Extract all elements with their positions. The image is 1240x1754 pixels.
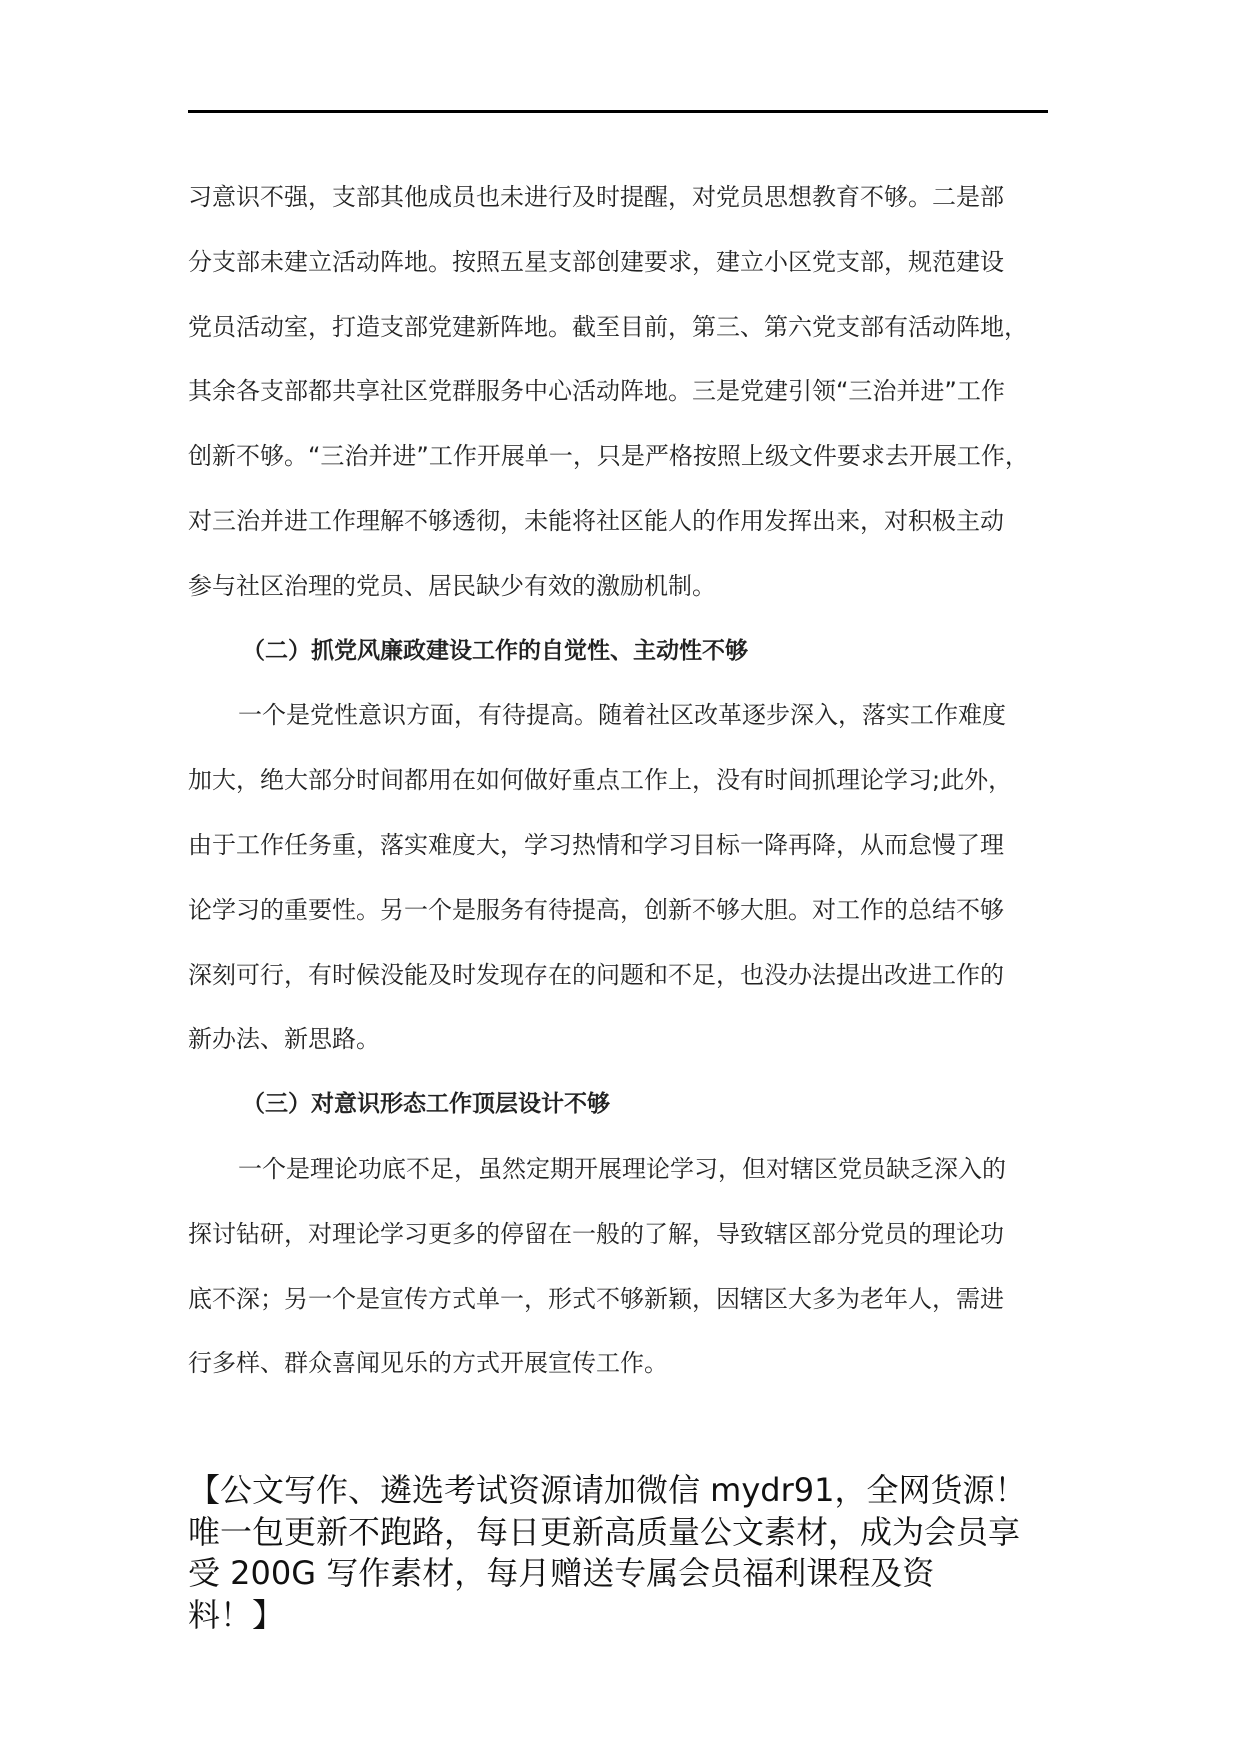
section-heading-2: （二）抓党风廉政建设工作的自觉性、主动性不够 (242, 637, 748, 664)
body-line: 底不深；另一个是宣传方式单一，形式不够新颖，因辖区大多为老年人，需进 (188, 1284, 1004, 1313)
paragraph-start-line: 一个是理论功底不足，虽然定期开展理论学习，但对辖区党员缺乏深入的 (238, 1154, 1006, 1183)
body-line: 参与社区治理的党员、居民缺少有效的激励机制。 (188, 571, 716, 600)
body-line: 习意识不强，支部其他成员也未进行及时提醒，对党员思想教育不够。二是部 (188, 183, 1004, 211)
promo-line: 受 200G 写作素材，每月赠送专属会员福利课程及资 (188, 1554, 935, 1592)
body-line: 行多样、群众喜闻见乐的方式开展宣传工作。 (188, 1349, 668, 1378)
body-line: 新办法、新思路。 (188, 1025, 380, 1054)
document-body (188, 165, 1088, 1396)
body-line: 创新不够。“三治并进”工作开展单一，只是严格按照上级文件要求去开展工作， (188, 442, 1029, 471)
body-line: 党员活动室，打造支部党建新阵地。截至目前，第三、第六党支部有活动阵地， (188, 312, 1028, 341)
header-rule (188, 110, 1048, 113)
body-line: 论学习的重要性。另一个是服务有待提高，创新不够大胆。对工作的总结不够 (188, 895, 1004, 924)
body-line: 其余各支部都共享社区党群服务中心活动阵地。三是党建引领“三治并进”工作 (188, 377, 1005, 406)
body-line: 由于工作任务重，落实难度大，学习热情和学习目标一降再降，从而怠慢了理 (188, 830, 1004, 859)
body-line: 探讨钻研，对理论学习更多的停留在一般的了解，导致辖区部分党员的理论功 (188, 1219, 1004, 1248)
promo-block (188, 1470, 1088, 1636)
body-line: 对三治并进工作理解不够透彻，未能将社区能人的作用发挥出来，对积极主动 (188, 506, 1004, 535)
promo-line: 【公文写作、遴选考试资源请加微信 mydr91，全网货源！ (188, 1471, 1027, 1509)
paragraph-start-line: 一个是党性意识方面，有待提高。随着社区改革逐步深入，落实工作难度 (238, 701, 1006, 730)
promo-line: 料！】 (188, 1595, 285, 1634)
section-heading-3: （三）对意识形态工作顶层设计不够 (242, 1091, 610, 1118)
body-line: 深刻可行，有时候没能及时发现存在的问题和不足，也没办法提出改进工作的 (188, 960, 1004, 989)
body-line: 加大，绝大部分时间都用在如何做好重点工作上，没有时间抓理论学习;此外， (188, 766, 1013, 795)
body-line: 分支部未建立活动阵地。按照五星支部创建要求，建立小区党支部，规范建设 (188, 247, 1004, 276)
promo-line: 唯一包更新不跑路，每日更新高质量公文素材，成为会员享 (188, 1512, 1021, 1551)
